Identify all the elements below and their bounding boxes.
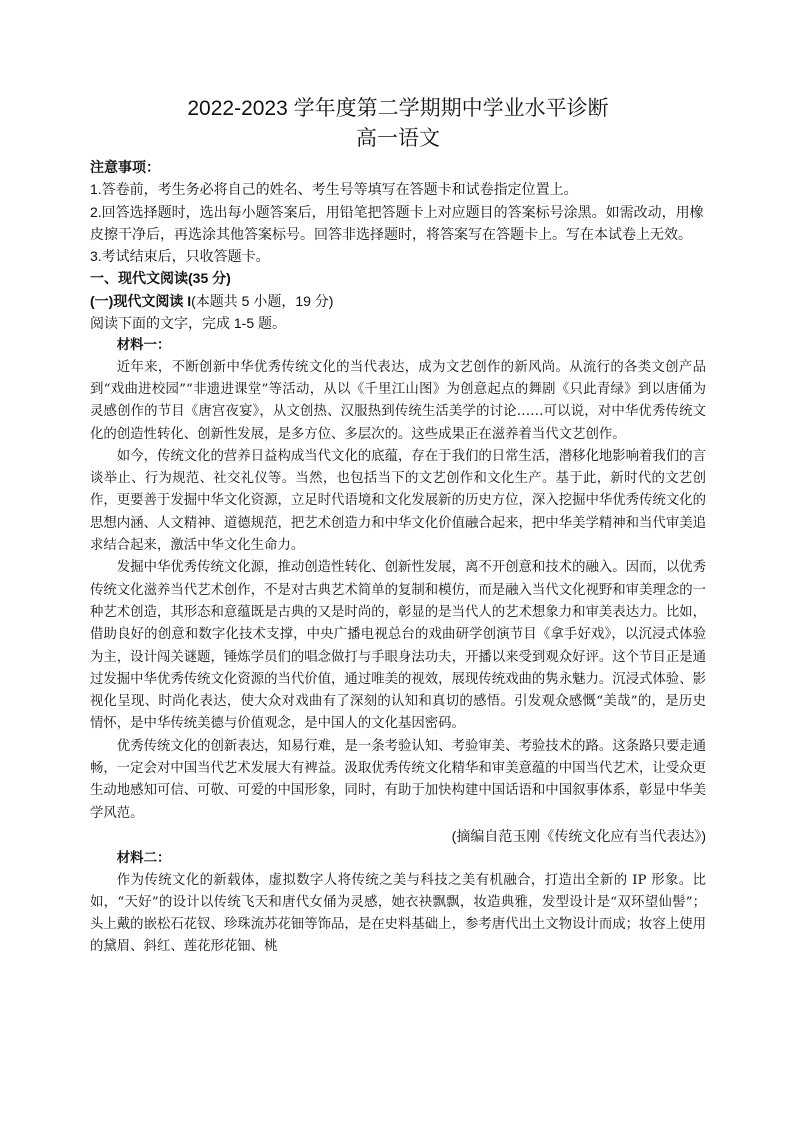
notes-heading: 注意事项： <box>90 159 160 175</box>
material-1-source: (摘编自范玉刚《传统文化应有当代表达》) <box>451 827 706 844</box>
exam-subject: 高一语文 <box>356 127 440 150</box>
sub-section-heading <box>90 290 706 312</box>
reading-instruction: 阅读下面的文字，完成 1-5 题。 <box>90 315 287 332</box>
section-heading: 一、现代文阅读(35 分) <box>90 270 231 287</box>
material-1-paragraph: 优秀传统文化的创新表达，知易行难，是一条考验认知、考验审美、考验技术的路。这条路只要走通畅，一定会对中国当代艺术发展大有裨益。汲取优秀传统文化精华和审美意蕴的中国当代艺术，让受众更生动地感知可信、可敬、可爱的中国形象，同时，有助于加快构建中国话语和中国叙事体系，彰显中华美学风范。 <box>90 738 706 821</box>
exam-title: 2022-2023 学年度第二学期期中学业水平诊断 <box>187 97 609 120</box>
material-1-paragraph: 近年来，不断创新中华优秀传统文化的当代表达，成为文艺创作的新风尚。从流行的各类文创产品到“戏曲进校园”“非遗进课堂”等活动，从以《千里江山图》为创意起点的舞剧《只此青绿》到以唐俑为灵感创作的节目《唐宫夜宴》，从文创热、汉服热到传统生活美学的讨论……可以说，对中华优秀传统文化的创造性转化、创新性发展，是多方位、多层次的。这些成果正在滋养着当代文艺创作。 <box>90 359 706 442</box>
material-2-paragraph: 作为传统文化的新载体，虚拟数字人将传统之美与科技之美有机融合，打造出全新的 IP 形象。比如，“天好”的设计以传统飞天和唐代女俑为灵感，她衣袂飘飘，妆造典雅，发型设计是“双环望仙髻”；头上戴的嵌松石花钗、珍珠流苏花钿等饰品，是在史料基础上，参考唐代出土文物设计而成；妆容上使用的黛眉、斜红、莲花形花钿、桃 <box>90 872 706 955</box>
material-2-label: 材料二： <box>116 850 171 867</box>
notes-item-1: 1.答卷前，考生务必将自己的姓名、考生号等填写在答题卡和试卷指定位置上。 <box>90 181 578 198</box>
notes-item-2: 2.回答选择题时，选出每小题答案后，用铅笔把答题卡上对应题目的答案标号涂黑。如需改动，用橡皮擦干净后，再选涂其他答案标号。回答非选择题时，将答案写在答题卡上。写在本试卷上无效。 <box>90 203 704 242</box>
material-1-label: 材料一： <box>116 337 171 354</box>
sub-section-score: (本题共 5 小题，19 分) <box>191 292 334 309</box>
material-1-paragraph: 发掘中华优秀传统文化源，推动创造性转化、创新性发展，离不开创意和技术的融入。因而，以优秀传统文化滋养当代艺术创作，不是对古典艺术简单的复制和模仿，而是融入当代文化视野和审美理念的一种艺术创造，其形态和意蕴既是古典的又是时尚的，彰显的是当代人的艺术想象力和审美表达力。比如，借助良好的创意和数字化技术支撑，中央广播电视总台的戏曲研学创演节目《拿手好戏》，以沉浸式体验为主，设计闯关谜题，锤炼学员们的唱念做打与手眼身法功夫，开播以来受到观众好评。这个节目正是通过发掘中华优秀传统文化资源的当代价值，通过唯美的视效，展现传统戏曲的隽永魅力。沉浸式体验、影视化呈现、时尚化表达，使大众对戏曲有了深刻的认知和真切的感悟。引发观众感慨“美哉”的，是历史情怀，是中华传统美德与价值观念，是中国人的文化基因密码。 <box>90 560 706 732</box>
notes-item-3: 3.考试结束后，只收答题卡。 <box>90 248 270 265</box>
material-1-paragraph: 如今，传统文化的营养日益构成当代文化的底蕴，存在于我们的日常生活，潜移化地影响着我们的言谈举止、行为规范、社交礼仪等。当然，也包括当下的文艺创作和文化生产。基于此，新时代的文艺创作，更要善于发掘中华文化资源，立足时代语境和文化发展新的历史方位，深入挖掘中华优秀传统文化的思想内涵、人文精神、道德规范，把艺术创造力和中华文化价值融合起来，把中华美学精神和当代审美追求结合起来，激活中华文化生命力。 <box>90 448 706 554</box>
sub-section-label: (一)现代文阅读 I <box>90 292 192 309</box>
exam-page <box>90 94 706 959</box>
